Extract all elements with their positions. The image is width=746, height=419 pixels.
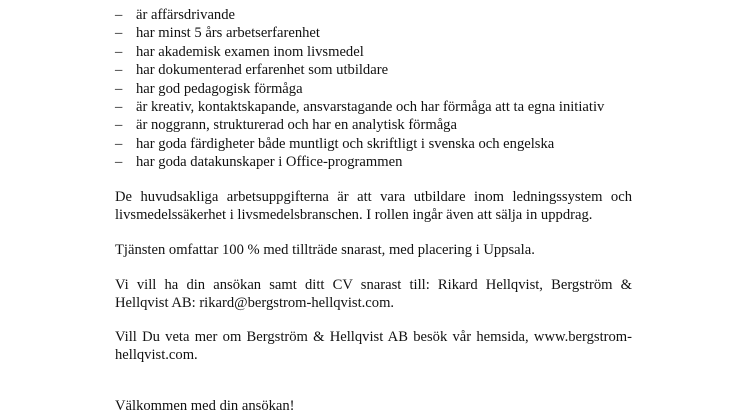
bullet-dash: – [115,43,123,60]
paragraph-line: Vi vill ha din ansökan samt ditt CV snarast till: Rikard Hellqvist, Bergström & [115,277,632,293]
bullet-dash: – [115,135,123,152]
list-item-text: har minst 5 års arbetserfarenhet [136,25,320,42]
list-item-text: har akademisk examen inom livsmedel [136,43,364,60]
list-item-text: är affärsdrivande [136,7,235,23]
list-item-text: har god pedagogisk förmåga [136,80,303,97]
list-item [115,43,604,61]
list-item [115,153,604,171]
list-item [115,135,604,153]
more-info-paragraph [115,328,632,365]
paragraph-line: livsmedelssäkerhet i livsmedelsbranschen. I rollen ingår även att sälja in uppdrag. [115,207,593,224]
paragraph-line: Välkommen med din ansökan! [115,398,295,414]
paragraph-line: Tjänsten omfattar 100 % med tillträde snarast, med placering i Uppsala. [115,242,535,258]
list-item-text: är kreativ, kontaktskapande, ansvarstagande och har förmåga att ta egna initiativ [136,98,605,115]
list-item-text: har goda datakunskaper i Office-programmen [136,154,403,171]
paragraph-line: Vill Du veta mer om Bergström & Hellqvist AB besök vår hemsida, www.bergstrom- [115,329,632,345]
bullet-dash: – [115,25,123,42]
list-item-text: är noggrann, strukturerad och har en analytisk förmåga [136,117,457,134]
list-item [115,116,604,134]
bullet-dash: – [115,98,123,115]
list-item-text: har goda färdigheter både muntligt och skriftligt i svenska och engelska [136,135,555,152]
list-item [115,24,604,42]
paragraph-line: Hellqvist AB: rikard@bergstrom-hellqvist.com. [115,295,395,312]
paragraph-line: hellqvist.com. [115,347,198,364]
application-paragraph [115,276,632,313]
bullet-dash: – [115,117,123,134]
duties-paragraph [115,188,632,225]
bullet-dash: – [115,154,123,171]
closing-line [115,397,632,415]
bullet-dash: – [115,7,123,23]
list-item [115,98,604,116]
bullet-dash: – [115,80,123,97]
bullet-dash: – [115,62,123,79]
list-item [115,61,604,79]
list-item [115,6,604,24]
paragraph-line: De huvudsakliga arbetsuppgifterna är att vara utbildare inom ledningssystem och [115,189,632,205]
list-item [115,80,604,98]
employment-paragraph [115,241,632,259]
list-item-text: har dokumenterad erfarenhet som utbildare [136,62,389,79]
requirements-list [115,6,604,172]
